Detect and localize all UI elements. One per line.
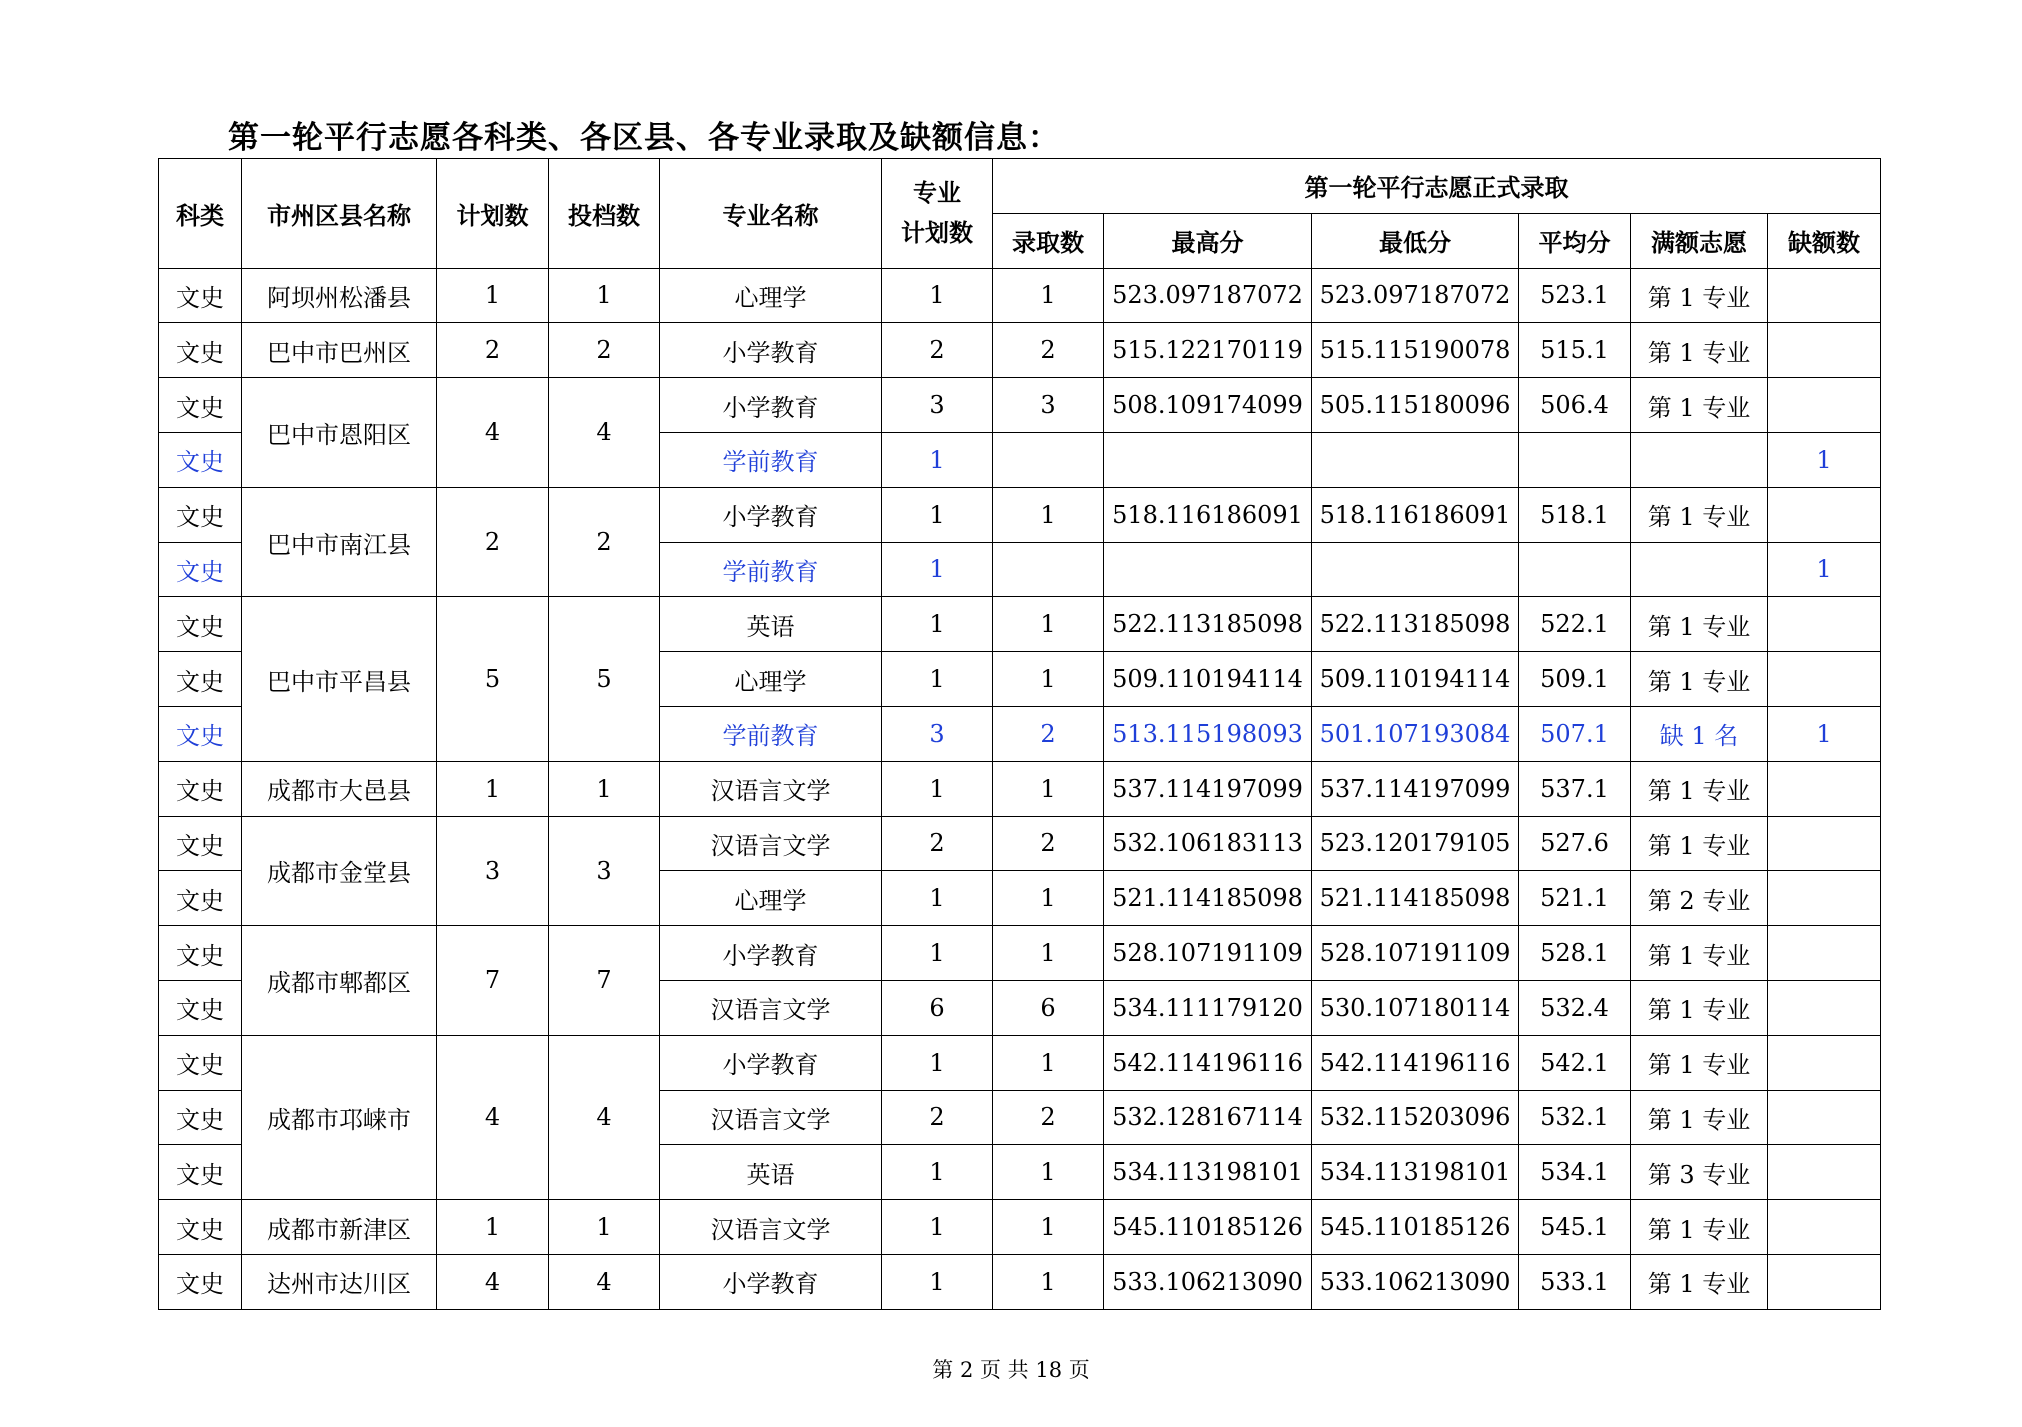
admission-table: [158, 158, 1881, 1310]
cell-admitted: 1: [993, 1035, 1104, 1090]
cell-admitted: 1: [993, 1254, 1104, 1309]
cell-shortfall: [1768, 1090, 1881, 1145]
cell-shortfall: [1768, 652, 1881, 707]
cell-district: 阿坝州松潘县: [242, 268, 437, 323]
cell-major-plan: 2: [882, 1090, 993, 1145]
cell-full-choice: 第 1 专业: [1631, 980, 1768, 1035]
cell-lowest: 521.114185098: [1312, 871, 1519, 926]
cell-major: 汉语言文学: [660, 1200, 882, 1255]
cell-full-choice: 第 1 专业: [1631, 816, 1768, 871]
cell-highest: 542.114196116: [1104, 1035, 1312, 1090]
cell-filed: 4: [549, 1254, 660, 1309]
cell-lowest: 518.116186091: [1312, 487, 1519, 542]
cell-full-choice: 第 1 专业: [1631, 1200, 1768, 1255]
table-row: [159, 816, 1881, 871]
cell-district: 达州市达川区: [242, 1254, 437, 1309]
table-row: [159, 487, 1881, 542]
cell-district: 成都市金堂县: [242, 816, 437, 926]
cell-subject: 文史: [159, 871, 242, 926]
cell-district: 成都市郫都区: [242, 926, 437, 1036]
cell-major-plan: 1: [882, 1254, 993, 1309]
cell-district: 成都市邛崃市: [242, 1035, 437, 1199]
cell-lowest: [1312, 542, 1519, 597]
cell-subject: 文史: [159, 597, 242, 652]
cell-full-choice: 第 1 专业: [1631, 1035, 1768, 1090]
cell-lowest: 534.113198101: [1312, 1145, 1519, 1200]
cell-shortfall: [1768, 1145, 1881, 1200]
cell-shortfall: [1768, 926, 1881, 981]
cell-shortfall: [1768, 980, 1881, 1035]
header-major-plan: 专业 计划数: [882, 159, 993, 269]
cell-subject: 文史: [159, 1090, 242, 1145]
cell-major-plan: 1: [882, 1035, 993, 1090]
cell-average: 528.1: [1519, 926, 1631, 981]
cell-major: 英语: [660, 597, 882, 652]
cell-admitted: 1: [993, 871, 1104, 926]
cell-shortfall: 1: [1768, 542, 1881, 597]
table-row: [159, 268, 1881, 323]
cell-major: 小学教育: [660, 926, 882, 981]
cell-subject: 文史: [159, 487, 242, 542]
cell-major-plan: 1: [882, 761, 993, 816]
cell-major: 小学教育: [660, 1254, 882, 1309]
cell-average: 534.1: [1519, 1145, 1631, 1200]
cell-filed: 1: [549, 268, 660, 323]
cell-filed: 2: [549, 487, 660, 597]
cell-highest: 508.109174099: [1104, 378, 1312, 433]
cell-shortfall: [1768, 871, 1881, 926]
cell-district: 巴中市平昌县: [242, 597, 437, 761]
header-plan: 计划数: [437, 159, 549, 269]
cell-filed: 4: [549, 378, 660, 488]
cell-plan: 2: [437, 323, 549, 378]
cell-admitted: 1: [993, 926, 1104, 981]
cell-major: 汉语言文学: [660, 816, 882, 871]
cell-subject: 文史: [159, 1200, 242, 1255]
cell-admitted: 2: [993, 1090, 1104, 1145]
cell-admitted: 1: [993, 268, 1104, 323]
cell-highest: 534.113198101: [1104, 1145, 1312, 1200]
table-row: [159, 1254, 1881, 1309]
cell-average: 518.1: [1519, 487, 1631, 542]
cell-filed: 7: [549, 926, 660, 1036]
cell-filed: 3: [549, 816, 660, 926]
cell-shortfall: [1768, 1200, 1881, 1255]
cell-highest: 523.097187072: [1104, 268, 1312, 323]
cell-lowest: 545.110185126: [1312, 1200, 1519, 1255]
cell-full-choice: 第 1 专业: [1631, 487, 1768, 542]
cell-major-plan: 1: [882, 926, 993, 981]
cell-shortfall: [1768, 323, 1881, 378]
cell-full-choice: [1631, 432, 1768, 487]
cell-subject: 文史: [159, 268, 242, 323]
cell-average: 515.1: [1519, 323, 1631, 378]
cell-district: 成都市大邑县: [242, 761, 437, 816]
cell-subject: 文史: [159, 432, 242, 487]
cell-district: 巴中市巴州区: [242, 323, 437, 378]
cell-full-choice: 第 1 专业: [1631, 323, 1768, 378]
table-row: [159, 597, 1881, 652]
cell-lowest: 505.115180096: [1312, 378, 1519, 433]
cell-major: 小学教育: [660, 323, 882, 378]
cell-district: 巴中市南江县: [242, 487, 437, 597]
table-body: [159, 268, 1881, 1309]
cell-major: 英语: [660, 1145, 882, 1200]
table-row: [159, 1200, 1881, 1255]
cell-full-choice: 第 1 专业: [1631, 926, 1768, 981]
cell-subject: 文史: [159, 1145, 242, 1200]
cell-major: 学前教育: [660, 432, 882, 487]
cell-highest: 528.107191109: [1104, 926, 1312, 981]
cell-shortfall: [1768, 487, 1881, 542]
cell-average: 506.4: [1519, 378, 1631, 433]
cell-admitted: 2: [993, 706, 1104, 761]
cell-major-plan: 1: [882, 652, 993, 707]
cell-lowest: 537.114197099: [1312, 761, 1519, 816]
cell-district: 成都市新津区: [242, 1200, 437, 1255]
cell-lowest: 533.106213090: [1312, 1254, 1519, 1309]
cell-highest: [1104, 432, 1312, 487]
cell-full-choice: 第 1 专业: [1631, 652, 1768, 707]
cell-major-plan: 1: [882, 542, 993, 597]
cell-major-plan: 1: [882, 268, 993, 323]
cell-admitted: 2: [993, 816, 1104, 871]
cell-major: 汉语言文学: [660, 980, 882, 1035]
header-major: 专业名称: [660, 159, 882, 269]
cell-major-plan: 1: [882, 487, 993, 542]
cell-admitted: 2: [993, 323, 1104, 378]
cell-average: 521.1: [1519, 871, 1631, 926]
cell-major: 汉语言文学: [660, 761, 882, 816]
cell-subject: 文史: [159, 378, 242, 433]
cell-shortfall: [1768, 761, 1881, 816]
cell-average: 509.1: [1519, 652, 1631, 707]
cell-lowest: 501.107193084: [1312, 706, 1519, 761]
cell-plan: 5: [437, 597, 549, 761]
cell-full-choice: 第 1 专业: [1631, 1254, 1768, 1309]
cell-filed: 2: [549, 323, 660, 378]
cell-admitted: 1: [993, 597, 1104, 652]
cell-lowest: 542.114196116: [1312, 1035, 1519, 1090]
cell-highest: 534.111179120: [1104, 980, 1312, 1035]
cell-filed: 1: [549, 1200, 660, 1255]
cell-highest: 515.122170119: [1104, 323, 1312, 378]
cell-average: 523.1: [1519, 268, 1631, 323]
cell-shortfall: 1: [1768, 432, 1881, 487]
cell-shortfall: [1768, 1035, 1881, 1090]
cell-highest: 532.106183113: [1104, 816, 1312, 871]
header-subject: 科类: [159, 159, 242, 269]
cell-shortfall: 1: [1768, 706, 1881, 761]
cell-shortfall: [1768, 378, 1881, 433]
cell-average: 537.1: [1519, 761, 1631, 816]
cell-shortfall: [1768, 597, 1881, 652]
cell-major: 汉语言文学: [660, 1090, 882, 1145]
cell-lowest: 523.120179105: [1312, 816, 1519, 871]
cell-major-plan: 2: [882, 816, 993, 871]
cell-highest: 533.106213090: [1104, 1254, 1312, 1309]
cell-filed: 4: [549, 1035, 660, 1199]
cell-major-plan: 6: [882, 980, 993, 1035]
cell-major-plan: 1: [882, 597, 993, 652]
cell-plan: 2: [437, 487, 549, 597]
cell-major: 学前教育: [660, 706, 882, 761]
cell-full-choice: 第 1 专业: [1631, 1090, 1768, 1145]
cell-major: 学前教育: [660, 542, 882, 597]
cell-subject: 文史: [159, 652, 242, 707]
header-full-choice: 满额志愿: [1631, 213, 1768, 268]
cell-major-plan: 1: [882, 432, 993, 487]
cell-plan: 3: [437, 816, 549, 926]
cell-average: 507.1: [1519, 706, 1631, 761]
cell-major: 心理学: [660, 652, 882, 707]
cell-subject: 文史: [159, 323, 242, 378]
cell-average: [1519, 542, 1631, 597]
table-row: [159, 1035, 1881, 1090]
cell-subject: 文史: [159, 816, 242, 871]
cell-highest: 537.114197099: [1104, 761, 1312, 816]
cell-admitted: [993, 432, 1104, 487]
cell-major: 心理学: [660, 268, 882, 323]
header-shortfall: 缺额数: [1768, 213, 1881, 268]
cell-shortfall: [1768, 268, 1881, 323]
header-average: 平均分: [1519, 213, 1631, 268]
cell-lowest: 522.113185098: [1312, 597, 1519, 652]
cell-full-choice: 第 1 专业: [1631, 761, 1768, 816]
cell-highest: 518.116186091: [1104, 487, 1312, 542]
cell-plan: 1: [437, 268, 549, 323]
cell-admitted: 1: [993, 487, 1104, 542]
cell-major: 心理学: [660, 871, 882, 926]
cell-subject: 文史: [159, 706, 242, 761]
cell-highest: 522.113185098: [1104, 597, 1312, 652]
cell-plan: 7: [437, 926, 549, 1036]
table-row: [159, 323, 1881, 378]
cell-average: 545.1: [1519, 1200, 1631, 1255]
cell-major: 小学教育: [660, 1035, 882, 1090]
header-filed: 投档数: [549, 159, 660, 269]
cell-average: 522.1: [1519, 597, 1631, 652]
cell-average: 532.4: [1519, 980, 1631, 1035]
header-district: 市州区县名称: [242, 159, 437, 269]
cell-full-choice: 第 1 专业: [1631, 268, 1768, 323]
cell-major-plan: 2: [882, 323, 993, 378]
cell-average: 542.1: [1519, 1035, 1631, 1090]
cell-major-plan: 1: [882, 1145, 993, 1200]
cell-major-plan: 1: [882, 871, 993, 926]
cell-full-choice: 第 2 专业: [1631, 871, 1768, 926]
cell-plan: 4: [437, 1035, 549, 1199]
cell-highest: 513.115198093: [1104, 706, 1312, 761]
cell-subject: 文史: [159, 1035, 242, 1090]
cell-full-choice: 缺 1 名: [1631, 706, 1768, 761]
cell-highest: 509.110194114: [1104, 652, 1312, 707]
cell-major: 小学教育: [660, 378, 882, 433]
cell-plan: 1: [437, 1200, 549, 1255]
cell-lowest: 523.097187072: [1312, 268, 1519, 323]
table-row: [159, 761, 1881, 816]
cell-admitted: 1: [993, 761, 1104, 816]
cell-major-plan: 1: [882, 1200, 993, 1255]
header-lowest: 最低分: [1312, 213, 1519, 268]
cell-shortfall: [1768, 1254, 1881, 1309]
cell-full-choice: 第 3 专业: [1631, 1145, 1768, 1200]
cell-subject: 文史: [159, 761, 242, 816]
cell-plan: 4: [437, 378, 549, 488]
cell-admitted: 3: [993, 378, 1104, 433]
cell-highest: [1104, 542, 1312, 597]
cell-admitted: 1: [993, 1145, 1104, 1200]
cell-lowest: 515.115190078: [1312, 323, 1519, 378]
cell-admitted: 6: [993, 980, 1104, 1035]
cell-full-choice: 第 1 专业: [1631, 378, 1768, 433]
cell-subject: 文史: [159, 980, 242, 1035]
cell-average: 527.6: [1519, 816, 1631, 871]
cell-plan: 1: [437, 761, 549, 816]
cell-lowest: [1312, 432, 1519, 487]
header-highest: 最高分: [1104, 213, 1312, 268]
cell-subject: 文史: [159, 542, 242, 597]
table-row: [159, 926, 1881, 981]
cell-district: 巴中市恩阳区: [242, 378, 437, 488]
cell-filed: 1: [549, 761, 660, 816]
cell-plan: 4: [437, 1254, 549, 1309]
cell-lowest: 509.110194114: [1312, 652, 1519, 707]
cell-major-plan: 3: [882, 706, 993, 761]
page-footer: 第 2 页 共 18 页: [932, 1358, 1090, 1382]
cell-lowest: 532.115203096: [1312, 1090, 1519, 1145]
cell-average: [1519, 432, 1631, 487]
cell-admitted: [993, 542, 1104, 597]
cell-lowest: 530.107180114: [1312, 980, 1519, 1035]
cell-average: 533.1: [1519, 1254, 1631, 1309]
cell-full-choice: [1631, 542, 1768, 597]
cell-subject: 文史: [159, 1254, 242, 1309]
page-title: 第一轮平行志愿各科类、各区县、各专业录取及缺额信息：: [228, 120, 1060, 156]
header-group: 第一轮平行志愿正式录取: [993, 159, 1881, 214]
cell-admitted: 1: [993, 652, 1104, 707]
cell-subject: 文史: [159, 926, 242, 981]
header-admitted: 录取数: [993, 213, 1104, 268]
cell-lowest: 528.107191109: [1312, 926, 1519, 981]
cell-highest: 532.128167114: [1104, 1090, 1312, 1145]
cell-filed: 5: [549, 597, 660, 761]
cell-major-plan: 3: [882, 378, 993, 433]
cell-average: 532.1: [1519, 1090, 1631, 1145]
cell-full-choice: 第 1 专业: [1631, 597, 1768, 652]
cell-highest: 521.114185098: [1104, 871, 1312, 926]
table-row: [159, 378, 1881, 433]
cell-highest: 545.110185126: [1104, 1200, 1312, 1255]
cell-major: 小学教育: [660, 487, 882, 542]
cell-admitted: 1: [993, 1200, 1104, 1255]
cell-shortfall: [1768, 816, 1881, 871]
